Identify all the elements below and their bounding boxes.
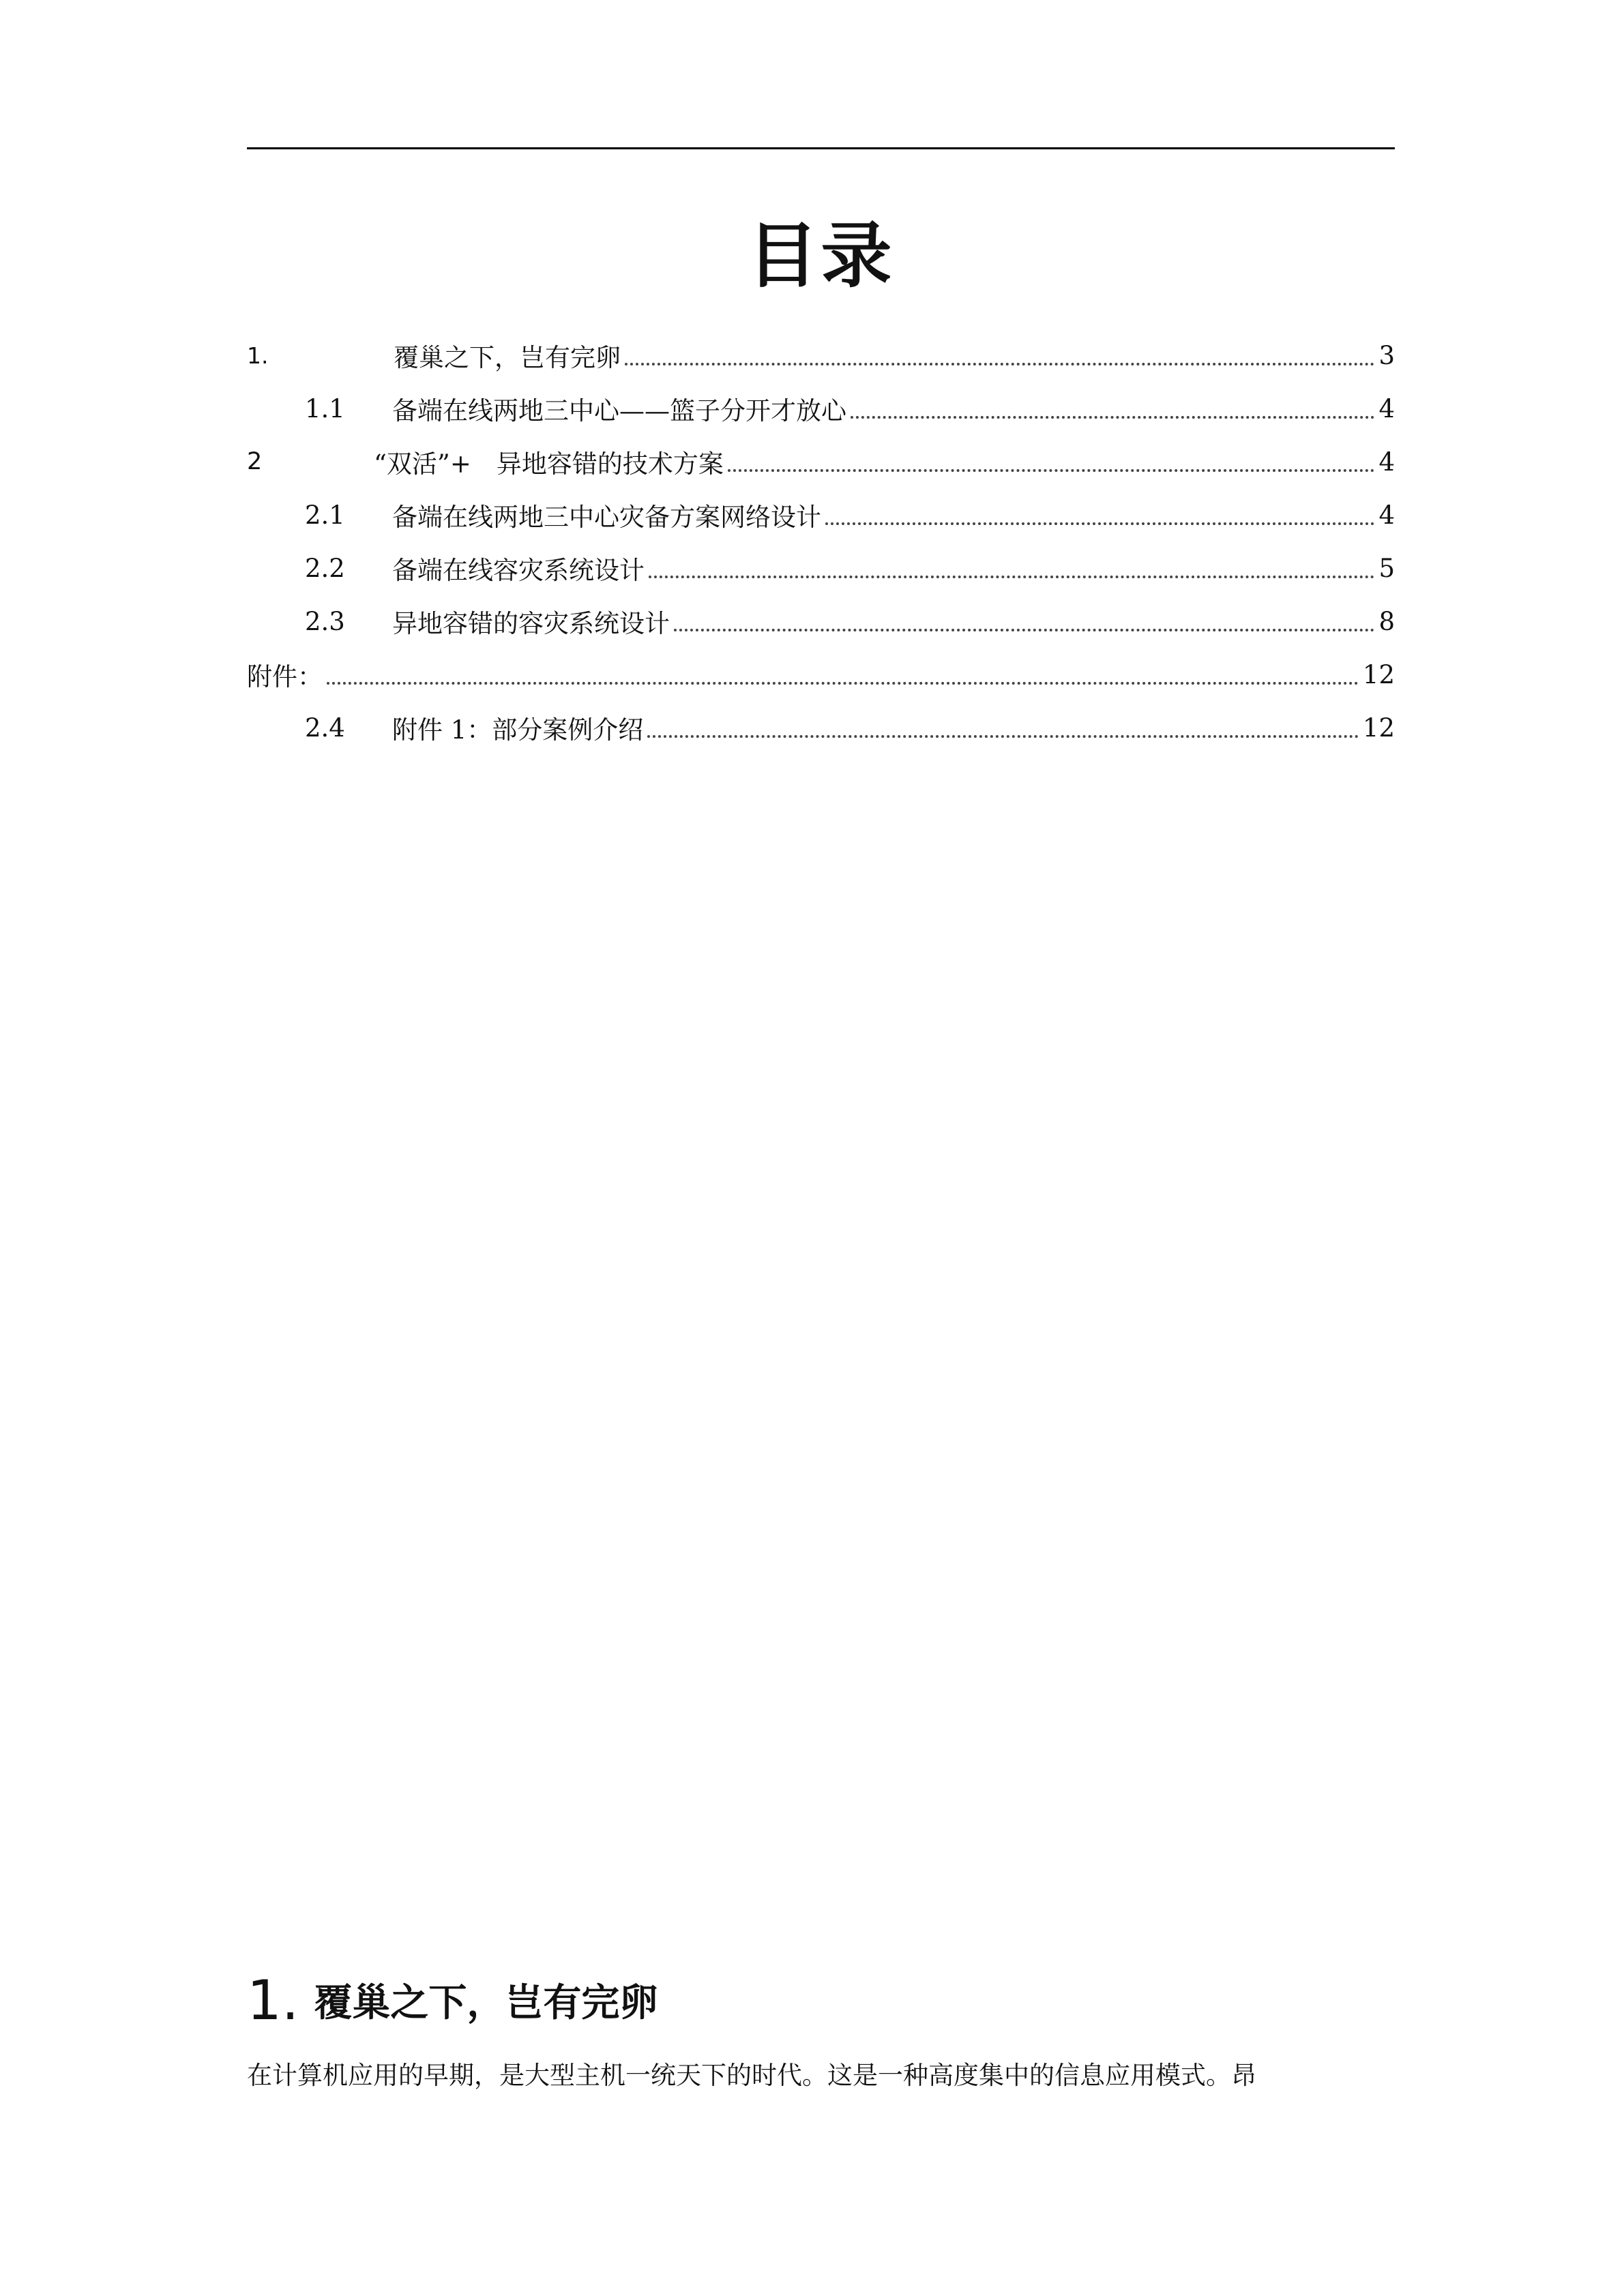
toc-entry-title: 备端在线两地三中心灾备方案网络设计: [392, 503, 821, 532]
toc-entry[interactable]: [247, 541, 1395, 595]
toc-entry[interactable]: [247, 595, 1395, 648]
body-paragraph: 在计算机应用的早期，是大型主机一统天下的时代。这是一种高度集中的信息应用模式。昂: [247, 2061, 1256, 2090]
toc-entry-title: 异地容错的容灾系统设计: [392, 609, 670, 638]
toc-dot-leader: [327, 682, 1359, 685]
toc-dot-leader: [825, 522, 1374, 525]
toc-entry-title: 附件 1：部分案例介绍: [392, 715, 644, 745]
toc-entry-number: 2: [247, 448, 263, 475]
toc-entry-page: 12: [1362, 659, 1395, 689]
toc-entry-page: 8: [1378, 606, 1395, 636]
toc-entry-page: 4: [1378, 447, 1395, 477]
table-of-contents: [247, 329, 1395, 754]
toc-dot-leader: [728, 469, 1375, 472]
toc-entry-page: 4: [1378, 500, 1395, 530]
toc-entry-page: 5: [1378, 553, 1395, 583]
toc-title: 目录: [747, 214, 895, 297]
toc-dot-leader: [625, 363, 1374, 366]
section-heading: [247, 1957, 658, 2032]
toc-entry-number: 2.1: [305, 500, 345, 530]
toc-entry-number: 2.2: [305, 553, 345, 583]
toc-dot-leader: [647, 735, 1359, 738]
section-number: 1.: [247, 1969, 299, 2032]
toc-entry[interactable]: [247, 648, 1395, 701]
toc-dot-leader: [851, 416, 1374, 419]
toc-entry-title: 备端在线两地三中心——篮子分开才放心: [392, 396, 846, 426]
toc-entry[interactable]: [247, 435, 1395, 488]
toc-entry-page: 3: [1378, 340, 1395, 370]
toc-entry-title: “双活”+ 异地容错的技术方案: [374, 449, 724, 479]
section-title: 覆巢之下，岂有完卵: [314, 1981, 658, 2025]
toc-entry-page: 12: [1362, 713, 1395, 743]
toc-entry-title: 附件：: [247, 662, 323, 691]
toc-entry-page: 4: [1378, 393, 1395, 423]
toc-entry-number: 2.4: [305, 713, 345, 743]
toc-entry[interactable]: [247, 329, 1395, 382]
header-rule: [247, 147, 1395, 149]
toc-entry[interactable]: [247, 382, 1395, 435]
toc-entry-number: 1.: [247, 342, 269, 369]
toc-entry-title: 备端在线容灾系统设计: [392, 556, 645, 585]
toc-entry-number: 2.3: [305, 606, 345, 636]
toc-dot-leader: [649, 576, 1374, 578]
toc-entry[interactable]: [247, 701, 1395, 754]
toc-entry-number: 1.1: [305, 393, 345, 423]
toc-dot-leader: [674, 629, 1374, 631]
toc-entry[interactable]: [247, 488, 1395, 541]
toc-entry-title: 覆巢之下，岂有完卵: [394, 343, 621, 372]
